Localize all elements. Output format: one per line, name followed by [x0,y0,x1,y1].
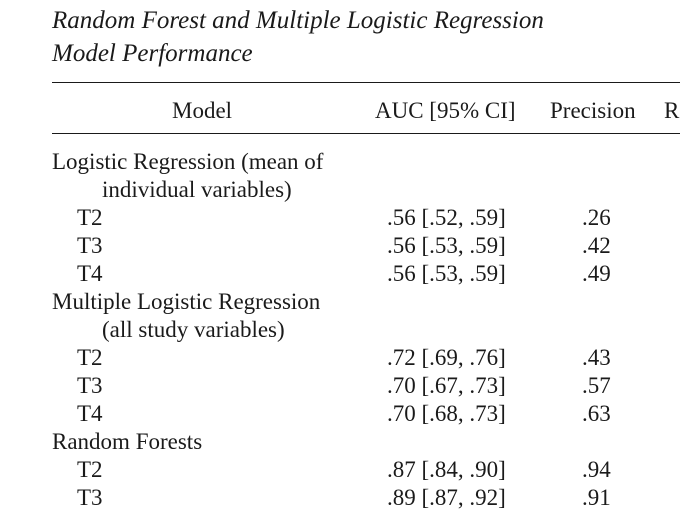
precision-cell: .42 [582,233,611,258]
table-title-line-2: Model Performance [52,40,253,67]
table-body [0,148,680,512]
auc-cell: .56 [.52, .59] [387,205,506,230]
group-label: Multiple Logistic Regression [52,289,321,314]
precision-cell: .63 [582,401,611,426]
table-title [52,4,672,70]
group-row [0,288,680,316]
table-title-line-1: Random Forest and Multiple Logistic Regression [52,7,544,34]
group-label: Logistic Regression (mean of [52,149,324,174]
header-rule [52,133,680,134]
auc-cell: .70 [.68, .73] [387,401,506,426]
group-row-continued [0,316,680,344]
group-label: Random Forests [52,429,203,454]
precision-cell: .91 [582,485,611,510]
table-row [0,260,680,288]
auc-cell: .70 [.67, .73] [387,373,506,398]
group-label-continued: (all study variables) [102,317,285,342]
precision-cell: .43 [582,345,611,370]
table-row [0,372,680,400]
column-header-model: Model [172,98,233,123]
table-row [0,232,680,260]
model-cell: T4 [77,261,103,286]
group-label-continued: individual variables) [102,177,292,202]
table-row [0,456,680,484]
table-row [0,344,680,372]
precision-cell: .26 [582,205,611,230]
auc-cell: .87 [.84, .90] [387,457,506,482]
column-header-recall: R [664,98,680,123]
model-cell: T2 [77,457,103,482]
top-rule [52,82,680,83]
precision-cell: .57 [582,373,611,398]
model-cell: T4 [77,401,103,426]
model-cell: T3 [77,485,103,510]
auc-cell: .56 [.53, .59] [387,261,506,286]
auc-cell: .89 [.87, .92] [387,485,506,510]
auc-cell: .56 [.53, .59] [387,233,506,258]
auc-cell: .72 [.69, .76] [387,345,506,370]
model-cell: T2 [77,205,103,230]
group-row [0,428,680,456]
table-row [0,204,680,232]
group-row-continued [0,176,680,204]
precision-cell: .94 [582,457,611,482]
group-row [0,148,680,176]
model-cell: T3 [77,373,103,398]
column-header-auc: AUC [95% CI] [375,98,516,123]
precision-cell: .49 [582,261,611,286]
column-header-precision: Precision [550,98,636,123]
table-row [0,400,680,428]
table-row [0,484,680,512]
model-cell: T3 [77,233,103,258]
model-cell: T2 [77,345,103,370]
